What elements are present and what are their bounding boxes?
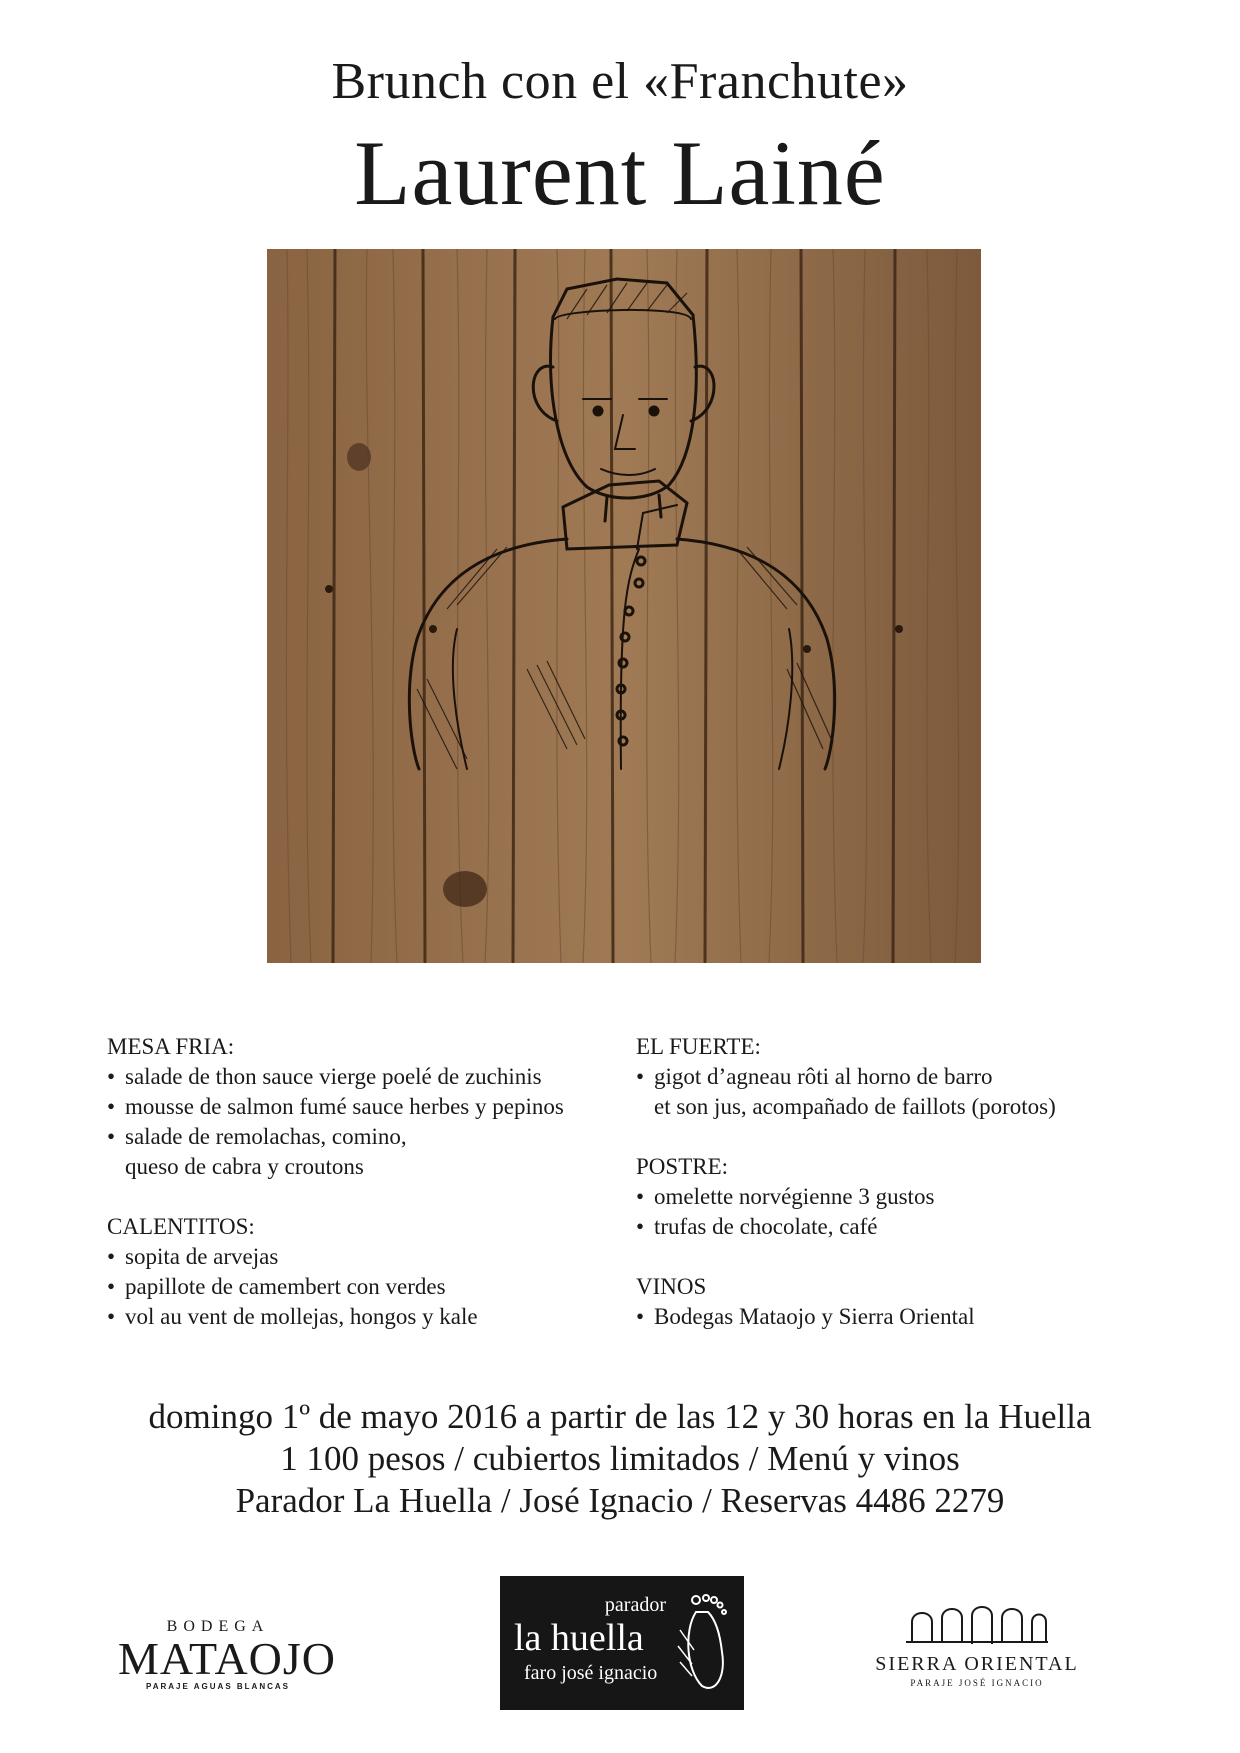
section-title: EL FUERTE: [636,1034,761,1059]
menu-left-column [107,1032,627,1362]
sierra-oriental-logo [862,1604,1092,1704]
menu-item: • mousse de salmon fumé sauce herbes y pepinos [107,1094,564,1119]
section-title: POSTRE: [636,1154,729,1179]
logo-parador-label: parador [604,1594,666,1616]
event-subtitle: Brunch con el «Franchute» [331,53,909,110]
bodega-mataojo-logo [118,1618,336,1718]
menu-item: • Bodegas Mataojo y Sierra Oriental [636,1304,975,1329]
menu-item: • omelette norvégienne 3 gustos [636,1184,935,1209]
logo-bodega-label: BODEGA [166,1618,270,1635]
menu-item: • salade de thon sauce vierge poelé de zuchinis [107,1064,542,1089]
section-title: VINOS [636,1274,707,1299]
menu-section-calentitos [107,1212,627,1332]
menu-right-column [636,1032,1156,1362]
event-date-line: domingo 1º de mayo 2016 a partir de las 12 y 30 horas en la Huella [148,1397,1092,1436]
logo-sierra-sub: PARAJE JOSÉ IGNACIO [910,1678,1044,1688]
chef-portrait-illustration [267,249,981,963]
menu-item: • sopita de arvejas [107,1244,279,1269]
footprint-icon [674,1590,734,1694]
logo-sierra-name: SIERRA ORIENTAL [875,1653,1079,1675]
logo-mataojo-sub: PARAJE AGUAS BLANCAS [145,1682,290,1691]
logo-huella-name: la huella [514,1617,644,1659]
arches-icon [902,1604,1052,1644]
menu-section-el-fuerte [636,1032,1156,1122]
menu-item: • gigot d’agneau rôti al horno de barro et son jus, acompañado de faillots (porotos) [636,1064,1056,1119]
parador-la-huella-logo [500,1576,744,1710]
menu-item: • vol au vent de mollejas, hongos y kale [107,1304,478,1329]
menu-item: • papillote de camembert con verdes [107,1274,446,1299]
event-details [0,1396,1240,1522]
menu-section-vinos [636,1272,1156,1332]
section-title: CALENTITOS: [107,1214,255,1239]
menu-item: • trufas de chocolate, café [636,1214,878,1239]
chef-name-title: Laurent Lainé [354,122,886,224]
menu-section-postre [636,1152,1156,1242]
logo-huella-place: faro josé ignacio [524,1662,658,1684]
section-title: MESA FRIA: [107,1034,235,1059]
event-venue-line: Parador La Huella / José Ignacio / Reservas 4486 2279 [235,1481,1005,1520]
menu-item: • salade de remolachas, comino, queso de cabra y croutons [107,1124,407,1179]
menu-section-mesa-fria [107,1032,627,1182]
event-price-line: 1 100 pesos / cubiertos limitados / Menú y vinos [280,1439,960,1478]
logo-mataojo-name: MATAOJO [118,1633,336,1684]
